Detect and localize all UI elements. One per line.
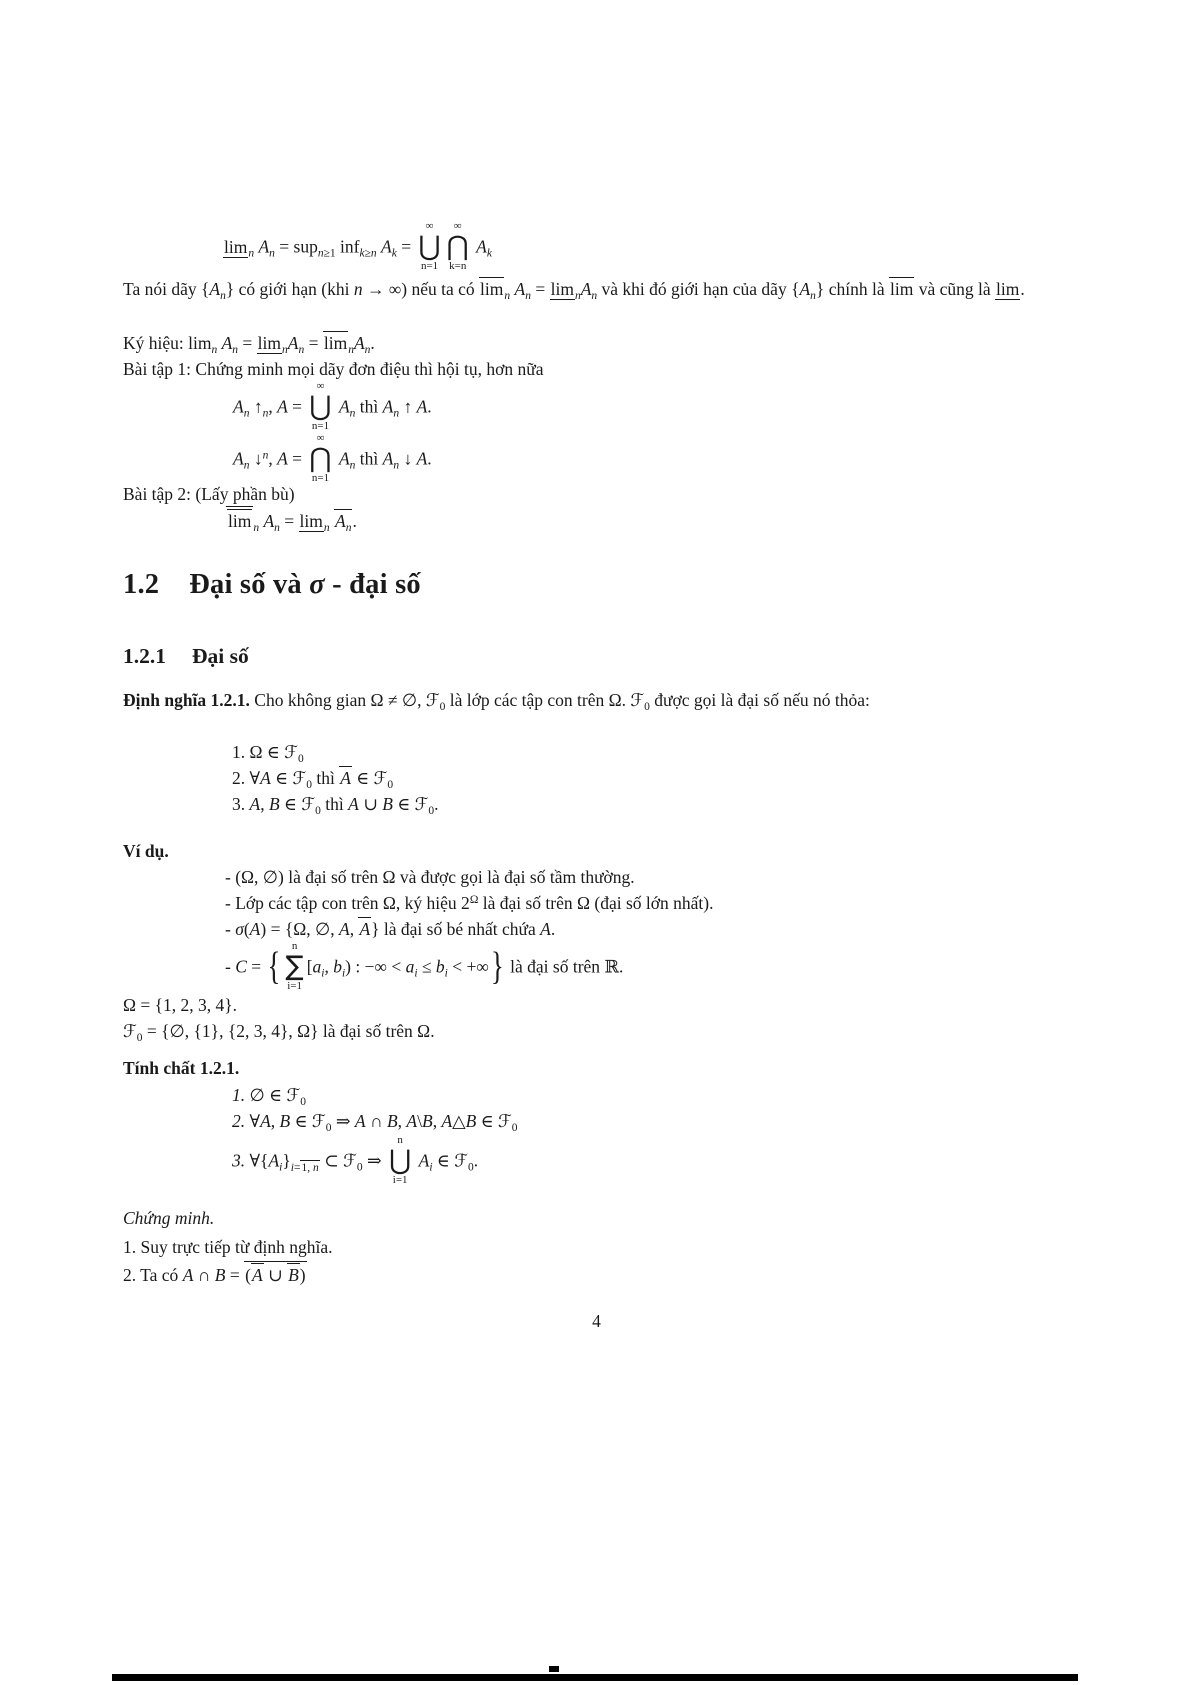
- example-item-4: - C = { n ∑ i=1 [$a_i$, $b_i$) : −∞ < $a_i \le b_i$ < +∞} là đại số trên ℝ.: [225, 940, 624, 993]
- example-label: Ví dụ.: [123, 841, 169, 861]
- definition-item-2: 2. ∀A ∈ ℱ$_0$ thì A ∈ ℱ$_0$: [232, 768, 394, 791]
- page-content: [123, 0, 1070, 1685]
- formula-complement-limsup: lim $_n$ $A_n = \lim_n A_n$.: [226, 506, 357, 534]
- proof-label: Chứng minh.: [123, 1208, 215, 1228]
- example-item-2: - Lớp các tập con trên Ω, ký hiệu $2^\Omega$ là đại số trên Ω (đại số lớn nhất).: [225, 893, 714, 913]
- formula-monotone-decreasing: $A_n$ ↓$^n$, A = ∞ ⋂ n=1 $A_n$ thì $A_n$ ↓ A.: [233, 432, 432, 485]
- page-number: 4: [592, 1311, 601, 1331]
- subsection-heading: 1.2.1 Đại số: [123, 644, 249, 668]
- formula-monotone-increasing: $A_n$ $↑_n$, A = ∞ ⋃ n=1 $A_n$ thì $A_n$ ↑ A.: [233, 380, 432, 433]
- scan-artifact-mark: [549, 1666, 559, 1672]
- paragraph-definition-1-2-1: Định nghĩa 1.2.1. Cho không gian Ω ≠ ∅, ℱ$_0$ là lớp các tập con trên Ω. ℱ$_0$ được gọi là đại số nếu nó thỏa:: [123, 690, 870, 713]
- paragraph-exercise-2: Bài tập 2: (Lấy phần bù): [123, 484, 295, 504]
- paragraph-omega-set: Ω = {1, 2, 3, 4}.: [123, 995, 238, 1015]
- section-heading: 1.2 Đại số và σ - đại số: [123, 569, 421, 600]
- paragraph-f0-set: ℱ$_0$ = {∅, {1}, {2, 3, 4}, Ω} là đại số trên Ω.: [123, 1021, 435, 1044]
- property-item-1: 1. ∅ ∈ ℱ$_0$: [232, 1085, 306, 1108]
- property-label: Tính chất 1.2.1.: [123, 1058, 240, 1078]
- scan-artifact-next-page-edge: [112, 1674, 1078, 1681]
- property-item-2: 2. ∀A, B ∈ ℱ$_0$ ⇒ A ∩ B, A\B, A△B ∈ ℱ$_0$: [232, 1111, 518, 1134]
- paragraph-exercise-1: Bài tập 1: Chứng minh mọi dãy đơn điệu thì hội tụ, hơn nữa: [123, 359, 544, 379]
- example-item-1: - (Ω, ∅) là đại số trên Ω và được gọi là đại số tầm thường.: [225, 867, 635, 887]
- property-item-3: 3. $\forall\{A_i\}_{i=1, n}$ ⊂ ℱ$_0$ ⇒ n ⋃ i=1 $A_i$ ∈ ℱ$_0$.: [232, 1134, 479, 1187]
- definition-item-1: 1. Ω ∈ ℱ$_0$: [232, 742, 304, 765]
- example-item-3: - σ(A) = {Ω, ∅, A, A} là đại số bé nhất chứa A.: [225, 919, 556, 939]
- proof-step-2: 2. Ta có A ∩ B = (A ∪ B): [123, 1261, 307, 1288]
- formula-liminf-definition: $\lim_n A_n = sup_{n\ge 1}$ inf$_{k\ge n}$ $A_k$ = ∞ ⋃ n=1 ∞ ⋂ k=n $A_k$: [224, 220, 492, 273]
- proof-step-1: 1. Suy trực tiếp từ định nghĩa.: [123, 1237, 333, 1257]
- paragraph-limit-definition: Ta nói dãy $\{A_n\}$ có giới hạn (khi n → ∞) nếu ta có $\lim_n A_n = \lim_nA_n$ và khi đó giới hạn của dãy $\{A_n\}$ chính là lim và cũng là lim.: [123, 279, 1025, 302]
- paragraph-notation: Ký hiệu: $\lim_n A_n = \lim_nA_n = \lim_nA_n$.: [123, 333, 375, 356]
- definition-item-3: 3. A, B ∈ ℱ$_0$ thì A ∪ B ∈ ℱ$_0$.: [232, 794, 439, 817]
